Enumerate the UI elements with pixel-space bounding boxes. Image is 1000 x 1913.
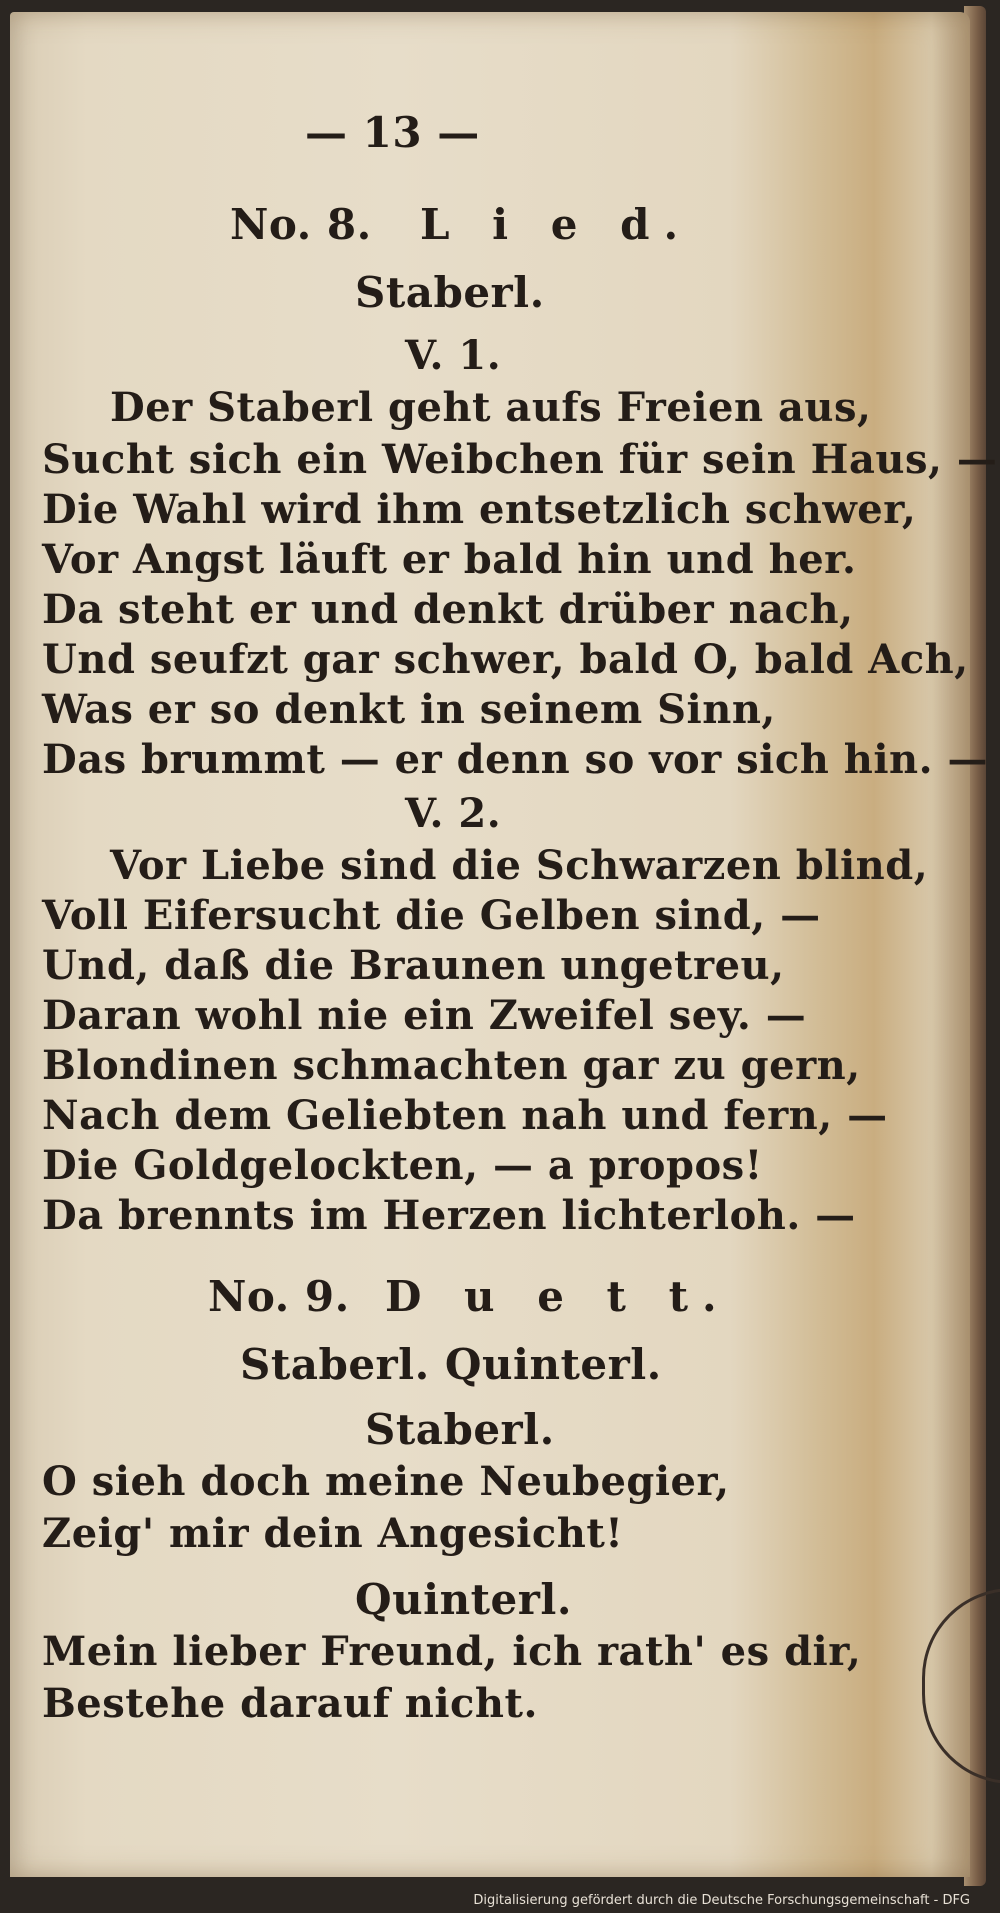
song8-verse1-label: V. 1. [405, 332, 502, 379]
digitization-credit: Digitalisierung gefördert durch die Deutsche Forschungsgemeinschaft - DFG [473, 1893, 970, 1908]
song9-part2-speaker: Quinterl. [355, 1575, 572, 1624]
verse2-line-5: Blondinen schmachten gar zu gern, [42, 1042, 861, 1089]
verse2-line-6: Nach dem Geliebten nah und fern, — [42, 1092, 888, 1139]
page-number: — 13 — [305, 108, 480, 157]
verse1-line-7: Was er so denkt in seinem Sinn, [42, 686, 776, 733]
song8-verse2-label: V. 2. [405, 790, 502, 837]
verse1-line-2: Sucht sich ein Weibchen für sein Haus, — [42, 436, 998, 483]
song8-singer: Staberl. [355, 268, 545, 317]
song9-singers: Staberl. Quinterl. [240, 1340, 662, 1389]
verse2-line-4: Daran wohl nie ein Zweifel sey. — [42, 992, 807, 1039]
verse2-line-1: Vor Liebe sind die Schwarzen blind, [110, 842, 929, 889]
part1-line-1: O sieh doch meine Neubegier, [42, 1458, 730, 1505]
verse2-line-7: Die Goldgelockten, — a propos! [42, 1142, 763, 1189]
song9-title: D u e t t. [385, 1272, 731, 1321]
verse1-line-3: Die Wahl wird ihm entsetzlich schwer, [42, 486, 917, 533]
verse1-line-5: Da steht er und denkt drüber nach, [42, 586, 854, 633]
verse2-line-2: Voll Eifersucht die Gelben sind, — [42, 892, 821, 939]
song9-number: No. 9. [208, 1272, 350, 1321]
verse1-line-4: Vor Angst läuft er bald hin und her. [42, 536, 857, 583]
verse1-line-1: Der Staberl geht aufs Freien aus, [110, 384, 872, 431]
verse1-line-8: Das brummt — er denn so vor sich hin. — [42, 736, 988, 783]
verse2-line-3: Und, daß die Braunen ungetreu, [42, 942, 785, 989]
song8-title: L i e d. [420, 200, 693, 249]
song9-part1-speaker: Staberl. [365, 1405, 555, 1454]
part2-line-1: Mein lieber Freund, ich rath' es dir, [42, 1628, 862, 1675]
verse2-line-8: Da brennts im Herzen lichterloh. — [42, 1192, 856, 1239]
part1-line-2: Zeig' mir dein Angesicht! [42, 1510, 624, 1557]
verse1-line-6: Und seufzt gar schwer, bald O, bald Ach, [42, 636, 969, 683]
song8-number: No. 8. [230, 200, 372, 249]
part2-line-2: Bestehe darauf nicht. [42, 1680, 538, 1727]
